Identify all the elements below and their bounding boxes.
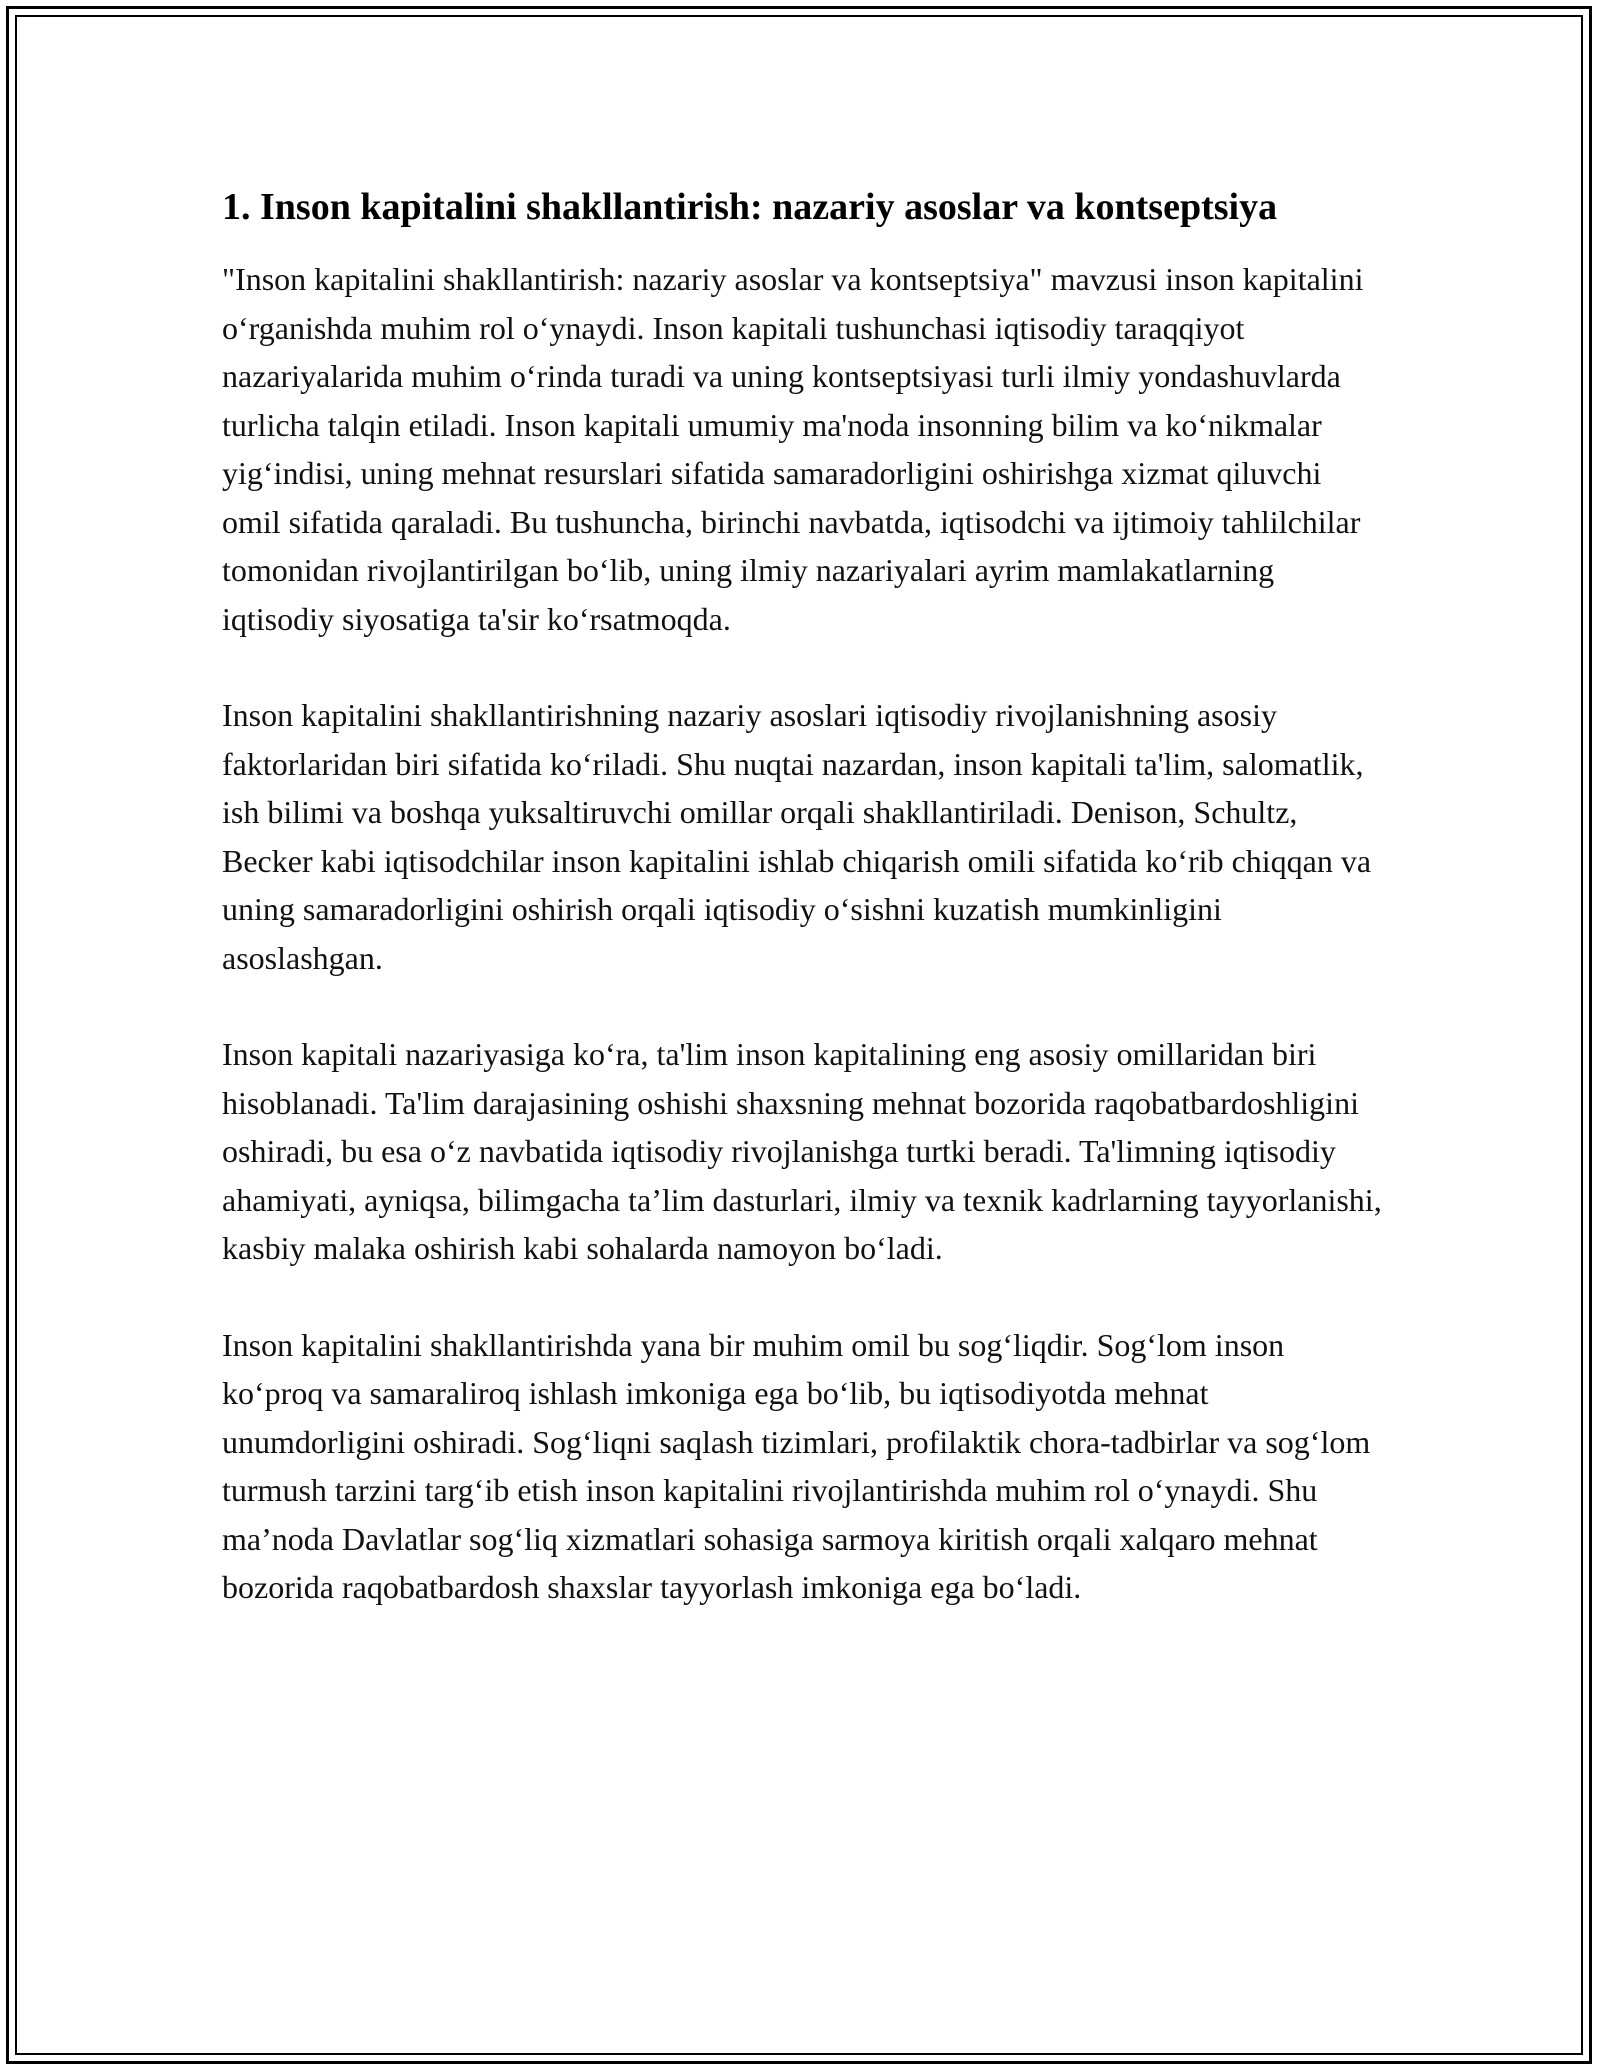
section-heading: 1. Inson kapitalini shakllantirish: nazariy asoslar va kontseptsiya	[222, 186, 1278, 228]
paragraph-4: Inson kapitalini shakllantirishda yana bir muhim omil bu sogʻliqdir. Sogʻlom inson koʻproq va samaraliroq ishlash imkoniga ega boʻlib, bu iqtisodiyotda mehnat unumdorligini oshiradi. Sogʻliqni saqlash tizimlari, profilaktik chora-tadbirlar va sogʻlom turmush tarzini targʻib etish inson kapitalini rivojlantirishda muhim rol oʻynaydi. Shu ma’noda Davlatlar sogʻliq xizmatlari sohasiga sarmoya kiritish orqali xalqaro mehnat bozorida raqobatbardosh shaxslar tayyorlash imkoniga ega boʻladi.	[222, 1326, 1371, 1605]
document-body	[222, 180, 1382, 1660]
paragraph-2: Inson kapitalini shakllantirishning nazariy asoslari iqtisodiy rivojlanishning asosiy faktorlaridan biri sifatida koʻriladi. Shu nuqtai nazardan, inson kapitali ta'lim, salomatlik, ish bilimi va boshqa yuksaltiruvchi omillar orqali shakllantiriladi. Denison, Schultz, Becker kabi iqtisodchilar inson kapitalini ishlab chiqarish omili sifatida koʻrib chiqqan va uning samaradorligini oshirish orqali iqtisodiy oʻsishni kuzatish mumkinligini asoslashgan.	[222, 697, 1372, 976]
paragraph-3: Inson kapitali nazariyasiga koʻra, ta'lim inson kapitalining eng asosiy omillaridan biri hisoblanadi. Ta'lim darajasining oshishi shaxsning mehnat bozorida raqobatbardoshligini oshiradi, bu esa oʻz navbatida iqtisodiy rivojlanishga turtki beradi. Ta'limning iqtisodiy ahamiyati, ayniqsa, bilimgacha ta’lim dasturlari, ilmiy va texnik kadrlarning tayyorlanishi, kasbiy malaka oshirish kabi sohalarda namoyon boʻladi.	[222, 1036, 1382, 1266]
paragraph-1: "Inson kapitalini shakllantirish: nazariy asoslar va kontseptsiya" mavzusi inson kapitalini oʻrganishda muhim rol oʻynaydi. Inson kapitali tushunchasi iqtisodiy taraqqiyot nazariyalarida muhim oʻrinda turadi va uning kontseptsiyasi turli ilmiy yondashuvlarda turlicha talqin etiladi. Inson kapitali umumiy ma'noda insonning bilim va koʻnikmalar yigʻindisi, uning mehnat resurslari sifatida samaradorligini oshirishga xizmat qiluvchi omil sifatida qaraladi. Bu tushuncha, birinchi navbatda, iqtisodchi va ijtimoiy tahlilchilar tomonidan rivojlantirilgan boʻlib, uning ilmiy nazariyalari ayrim mamlakatlarning iqtisodiy siyosatiga ta'sir koʻrsatmoqda.	[222, 261, 1364, 637]
